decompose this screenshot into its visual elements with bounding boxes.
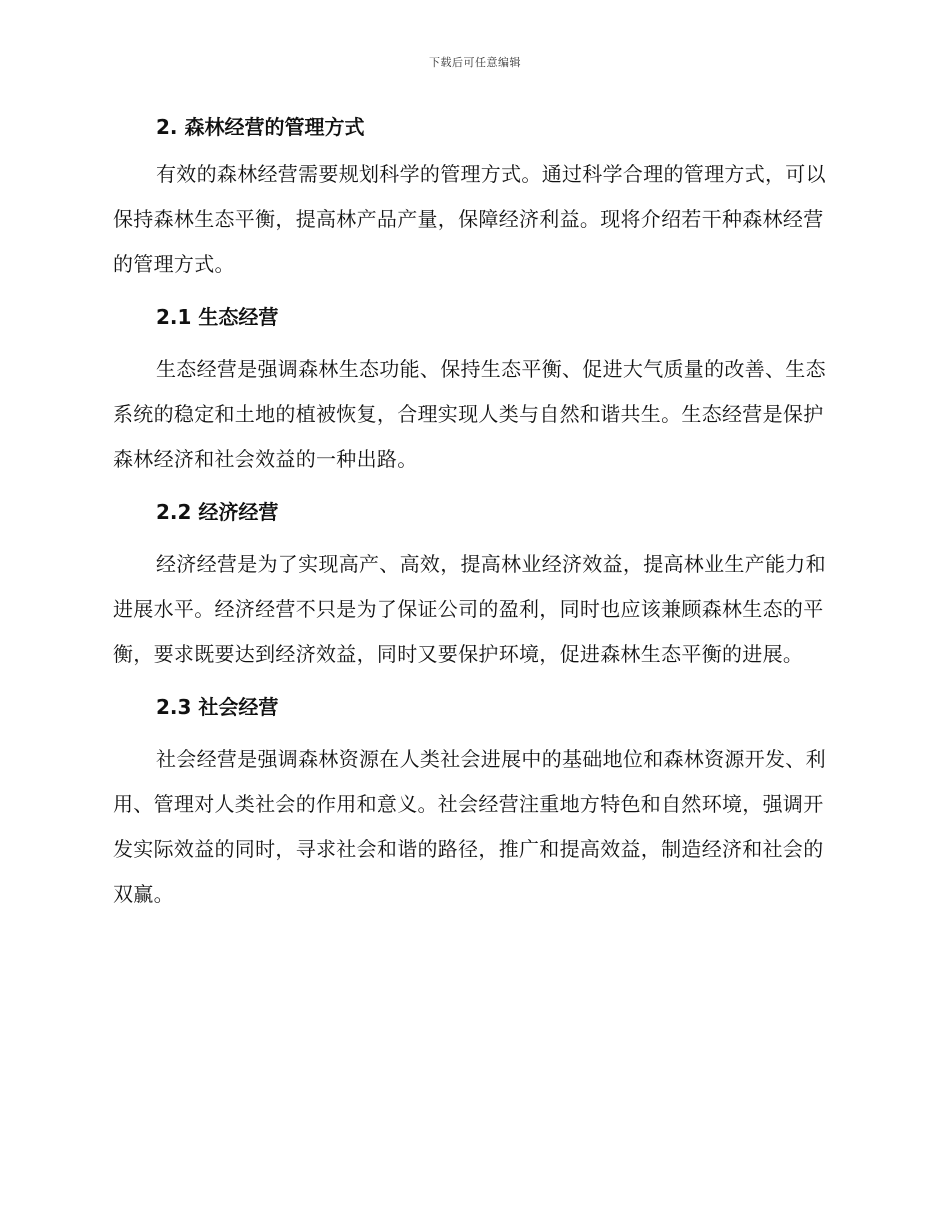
subsection-paragraph-economic: 经济经营是为了实现高产、高效，提高林业经济效益，提高林业生产能力和进展水平。经济经营不只是为了保证公司的盈利，同时也应该兼顾森林生态的平衡，要求既要达到经济效益，同时又要保护环境，促进森林生态平衡的进展。 <box>113 552 826 666</box>
subsection-paragraph-social: 社会经营是强调森林资源在人类社会进展中的基础地位和森林资源开发、利用、管理对人类社会的作用和意义。社会经营注重地方特色和自然环境，强调开发实际效益的同时，寻求社会和谐的路径，推广和提高效益，制造经济和社会的双赢。 <box>113 747 826 906</box>
section-heading: 2. 森林经营的管理方式 <box>156 115 365 139</box>
section-intro-paragraph: 有效的森林经营需要规划科学的管理方式。通过科学合理的管理方式，可以保持森林生态平衡，提高林产品产量，保障经济利益。现将介绍若干种森林经营的管理方式。 <box>113 162 826 276</box>
subsection-paragraph-ecological: 生态经营是强调森林生态功能、保持生态平衡、促进大气质量的改善、生态系统的稳定和土地的植被恢复，合理实现人类与自然和谐共生。生态经营是保护森林经济和社会效益的一种出路。 <box>113 357 826 471</box>
subsection-heading-social: 2.3 社会经营 <box>156 695 279 719</box>
subsection-heading-ecological: 2.1 生态经营 <box>156 305 279 329</box>
page-header: 下载后可任意编辑 <box>429 56 521 69</box>
document-body <box>113 112 835 917</box>
subsection-heading-economic: 2.2 经济经营 <box>156 500 279 524</box>
